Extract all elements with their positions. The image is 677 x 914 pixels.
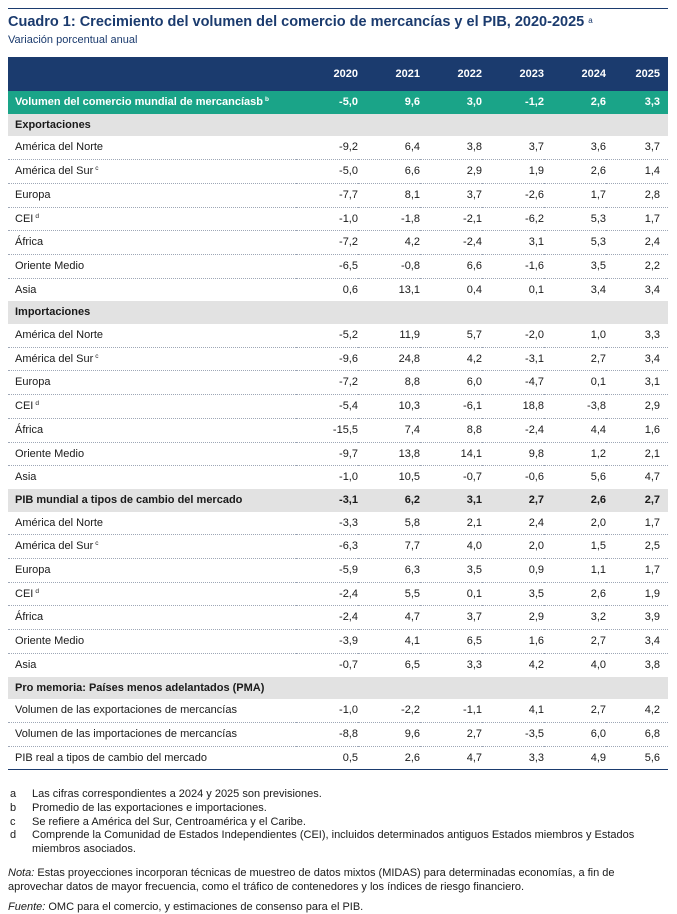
value-cell: 3,5 bbox=[544, 254, 606, 278]
value-cell: 14,1 bbox=[420, 442, 482, 466]
value-cell: 3,9 bbox=[606, 606, 668, 630]
value-cell: 18,8 bbox=[482, 395, 544, 419]
value-cell: 1,1 bbox=[544, 559, 606, 583]
value-cell: -3,5 bbox=[482, 722, 544, 746]
footnote-mark: c bbox=[95, 540, 99, 548]
value-cell: -0,7 bbox=[339, 658, 358, 671]
value-cell: 2,0 bbox=[544, 512, 606, 535]
section-value bbox=[420, 301, 482, 324]
value-cell: 4,2 bbox=[420, 347, 482, 371]
value-cell: 24,8 bbox=[358, 347, 420, 371]
section-value bbox=[296, 677, 358, 700]
value-cell: 3,7 bbox=[420, 183, 482, 207]
value-cell: 2,8 bbox=[606, 183, 668, 207]
footnote-text: Se refiere a América del Sur, Centroamérica y el Caribe. bbox=[32, 815, 306, 828]
value-cell: 8,8 bbox=[420, 418, 482, 442]
table-row bbox=[8, 559, 668, 583]
row-label bbox=[8, 722, 296, 746]
value-cell: 1,6 bbox=[482, 630, 544, 654]
value-cell: 0,1 bbox=[528, 283, 544, 296]
value-cell: -0,7 bbox=[463, 471, 482, 484]
value-cell: 6,4 bbox=[358, 136, 420, 159]
table-row bbox=[8, 395, 668, 419]
value-cell: -5,2 bbox=[296, 324, 358, 347]
row-label bbox=[8, 278, 296, 301]
value-cell: -2,1 bbox=[420, 207, 482, 231]
value-cell: 5,6 bbox=[590, 471, 606, 484]
table-row bbox=[8, 699, 668, 722]
row-label-text: Oriente Medio bbox=[15, 635, 85, 648]
section-value bbox=[606, 114, 668, 137]
value-cell: 4,7 bbox=[420, 746, 482, 770]
table-row bbox=[8, 630, 668, 654]
row-label bbox=[8, 535, 296, 559]
value-cell: 1,0 bbox=[544, 324, 606, 347]
value-cell: 2,9 bbox=[606, 395, 668, 419]
value-cell: 5,6 bbox=[606, 746, 668, 770]
row-label bbox=[8, 559, 296, 583]
title-text: Cuadro 1: Crecimiento del volumen del comercio de mercancías y el PIB, 2020-2025 bbox=[8, 14, 585, 30]
year-header: 2021 bbox=[358, 57, 420, 91]
section-value bbox=[544, 301, 606, 324]
value-cell: -6,5 bbox=[296, 254, 358, 278]
headline-value: -1,2 bbox=[482, 91, 544, 114]
value-cell: 7,7 bbox=[358, 535, 420, 559]
headline-value: 2,6 bbox=[544, 91, 606, 114]
table-row bbox=[8, 535, 668, 559]
value-cell: 2,4 bbox=[482, 512, 544, 535]
footnote-item bbox=[8, 829, 668, 856]
value-cell: 1,9 bbox=[482, 160, 544, 184]
value-cell: 3,3 bbox=[482, 746, 544, 770]
value-cell: 10,5 bbox=[398, 471, 420, 484]
value-cell: 4,2 bbox=[528, 658, 544, 671]
value-cell: -9,2 bbox=[296, 136, 358, 159]
value-cell: -0,8 bbox=[358, 254, 420, 278]
value-cell: 3,7 bbox=[606, 136, 668, 159]
value-cell: 6,5 bbox=[404, 658, 420, 671]
value-cell: 3,4 bbox=[644, 283, 660, 296]
value-cell: 2,6 bbox=[544, 582, 606, 606]
value-cell: -2,4 bbox=[296, 582, 358, 606]
table-row bbox=[8, 207, 668, 231]
footnote-item bbox=[8, 788, 668, 802]
value-cell: 0,9 bbox=[482, 559, 544, 583]
header-label-cell bbox=[8, 57, 296, 91]
row-label bbox=[8, 512, 296, 535]
section-value: 6,2 bbox=[358, 489, 420, 512]
year-header: 2024 bbox=[544, 57, 606, 91]
footnote-text: Comprende la Comunidad de Estados Independientes (CEI), incluidos determinados antiguos Estados miembros y Estados miembros asociados. bbox=[32, 829, 635, 855]
value-cell: 8,1 bbox=[358, 183, 420, 207]
table-row bbox=[8, 466, 668, 489]
value-cell: 1,4 bbox=[606, 160, 668, 184]
row-label-text: Asia bbox=[15, 471, 37, 484]
section-value bbox=[420, 114, 482, 137]
value-cell: -7,7 bbox=[296, 183, 358, 207]
section-title: Pro memoria: Países menos adelantados (PMA) bbox=[8, 677, 296, 700]
value-cell: 3,6 bbox=[544, 136, 606, 159]
value-cell: -0,6 bbox=[525, 471, 544, 484]
section-value bbox=[482, 677, 544, 700]
row-label-text: CEI bbox=[15, 400, 34, 413]
page-title bbox=[8, 13, 668, 31]
footnote-mark: c bbox=[95, 352, 99, 360]
row-label bbox=[8, 207, 296, 231]
value-cell: 3,4 bbox=[590, 283, 606, 296]
row-label-text: América del Norte bbox=[15, 329, 104, 342]
value-cell: 7,4 bbox=[358, 418, 420, 442]
note-text: Estas proyecciones incorporan técnicas de muestreo de datos mixtos (MIDAS) para determinadas economías, a fin de aprovechar datos de mayor frecuencia, como el tráfico de contenedores y los índices de riesgo financiero. bbox=[8, 867, 615, 894]
table-row bbox=[8, 512, 668, 535]
value-cell: -5,0 bbox=[296, 160, 358, 184]
value-cell: 1,5 bbox=[544, 535, 606, 559]
value-cell: -9,7 bbox=[296, 442, 358, 466]
section-value bbox=[358, 677, 420, 700]
year-header: 2025 bbox=[606, 57, 668, 91]
section-value bbox=[544, 677, 606, 700]
row-label bbox=[8, 606, 296, 630]
footnote-item bbox=[8, 802, 668, 816]
table-body bbox=[8, 91, 668, 770]
value-cell: 5,3 bbox=[544, 231, 606, 255]
row-label-text: Volumen de las exportaciones de mercancías bbox=[15, 704, 237, 717]
page-subtitle: Variación porcentual anual bbox=[8, 34, 138, 46]
footnote-mark: d bbox=[35, 400, 39, 408]
year-header: 2023 bbox=[482, 57, 544, 91]
row-label-text: África bbox=[15, 611, 44, 624]
value-cell: 1,9 bbox=[606, 582, 668, 606]
value-cell: -6,1 bbox=[420, 395, 482, 419]
table-row bbox=[8, 136, 668, 159]
value-cell: 4,0 bbox=[590, 658, 606, 671]
value-cell: 3,7 bbox=[482, 136, 544, 159]
value-cell: 4,7 bbox=[644, 471, 660, 484]
value-cell: 1,7 bbox=[606, 207, 668, 231]
section-header-row bbox=[8, 677, 668, 700]
row-label-text: Oriente Medio bbox=[15, 447, 85, 460]
footnote-letter: b bbox=[10, 801, 17, 814]
row-label bbox=[8, 395, 296, 419]
section-value: 2,6 bbox=[544, 489, 606, 512]
row-label bbox=[8, 582, 296, 606]
row-label-text: Volumen de las importaciones de mercancías bbox=[15, 727, 237, 740]
section-value bbox=[544, 114, 606, 137]
value-cell: -4,7 bbox=[482, 371, 544, 395]
value-cell: -5,4 bbox=[296, 395, 358, 419]
value-cell: 2,4 bbox=[606, 231, 668, 255]
value-cell: -15,5 bbox=[296, 418, 358, 442]
row-label bbox=[8, 254, 296, 278]
row-label-text: América del Norte bbox=[15, 141, 104, 154]
footnote-mark: d bbox=[35, 587, 39, 595]
section-value: 3,1 bbox=[420, 489, 482, 512]
footnote-letter: c bbox=[10, 815, 16, 828]
row-label bbox=[8, 183, 296, 207]
table-row bbox=[8, 324, 668, 347]
table-row bbox=[8, 183, 668, 207]
value-cell: -1,0 bbox=[296, 207, 358, 231]
source-text: OMC para el comercio, y estimaciones de consenso para el PIB. bbox=[45, 901, 364, 914]
footnote-mark: b bbox=[264, 96, 269, 103]
value-cell: 9,8 bbox=[482, 442, 544, 466]
value-cell: 0,5 bbox=[296, 746, 358, 770]
note-label: Nota: bbox=[8, 867, 35, 880]
value-cell: 2,6 bbox=[544, 160, 606, 184]
row-label bbox=[8, 347, 296, 371]
value-cell: 6,6 bbox=[358, 160, 420, 184]
table-row bbox=[8, 582, 668, 606]
section-value bbox=[482, 301, 544, 324]
section-title: Importaciones bbox=[8, 301, 296, 324]
value-cell: 6,0 bbox=[420, 371, 482, 395]
value-cell: 3,8 bbox=[644, 658, 660, 671]
table-row bbox=[8, 418, 668, 442]
value-cell: 4,0 bbox=[420, 535, 482, 559]
top-rule bbox=[8, 8, 668, 9]
value-cell: 0,1 bbox=[420, 582, 482, 606]
value-cell: -2,6 bbox=[482, 183, 544, 207]
table-row bbox=[8, 746, 668, 770]
section-value bbox=[296, 114, 358, 137]
value-cell: 1,7 bbox=[544, 183, 606, 207]
note-paragraph bbox=[8, 866, 668, 894]
value-cell: 3,3 bbox=[466, 658, 482, 671]
row-label-text: Europa bbox=[15, 188, 51, 201]
section-value bbox=[606, 301, 668, 324]
value-cell: 4,7 bbox=[358, 606, 420, 630]
row-label bbox=[8, 160, 296, 184]
table-row bbox=[8, 231, 668, 255]
row-label-text: CEI bbox=[15, 212, 34, 225]
row-label bbox=[8, 442, 296, 466]
section-value: 2,7 bbox=[482, 489, 544, 512]
table-row bbox=[8, 347, 668, 371]
value-cell: -7,2 bbox=[296, 371, 358, 395]
row-label-text: América del Sur bbox=[15, 165, 94, 178]
row-label bbox=[8, 371, 296, 395]
value-cell: 2,7 bbox=[544, 347, 606, 371]
value-cell: 10,3 bbox=[358, 395, 420, 419]
table-document bbox=[8, 0, 668, 914]
section-header-row bbox=[8, 301, 668, 324]
year-header: 2020 bbox=[296, 57, 358, 91]
source-label: Fuente: bbox=[8, 901, 46, 914]
row-label-text: América del Sur bbox=[15, 540, 94, 553]
row-label-text: África bbox=[15, 236, 44, 249]
value-cell: 3,3 bbox=[606, 324, 668, 347]
value-cell: 1,7 bbox=[606, 559, 668, 583]
value-cell: 2,1 bbox=[420, 512, 482, 535]
value-cell: -1,0 bbox=[296, 699, 358, 722]
row-label bbox=[8, 466, 296, 489]
value-cell: 1,6 bbox=[606, 418, 668, 442]
value-cell: -3,9 bbox=[296, 630, 358, 654]
value-cell: 3,5 bbox=[482, 582, 544, 606]
row-label bbox=[8, 746, 296, 770]
section-title: Exportaciones bbox=[8, 114, 296, 137]
row-label bbox=[8, 324, 296, 347]
value-cell: 2,7 bbox=[544, 699, 606, 722]
section-value: 2,7 bbox=[606, 489, 668, 512]
value-cell: 2,1 bbox=[606, 442, 668, 466]
value-cell: -3,1 bbox=[482, 347, 544, 371]
footnote-mark: d bbox=[35, 212, 39, 220]
value-cell: 4,2 bbox=[606, 699, 668, 722]
value-cell: 6,6 bbox=[420, 254, 482, 278]
footnote-text: Las cifras correspondientes a 2024 y 2025 son previsiones. bbox=[32, 788, 322, 801]
row-label-text: Asia bbox=[15, 658, 37, 671]
headline-value: 3,3 bbox=[606, 91, 668, 114]
row-label bbox=[8, 136, 296, 159]
row-label bbox=[8, 418, 296, 442]
row-label bbox=[8, 699, 296, 722]
year-header-row bbox=[8, 57, 668, 91]
value-cell: 0,6 bbox=[342, 283, 358, 296]
value-cell: 2,9 bbox=[420, 160, 482, 184]
value-cell: 2,2 bbox=[606, 254, 668, 278]
value-cell: -6,2 bbox=[482, 207, 544, 231]
value-cell: 3,8 bbox=[420, 136, 482, 159]
value-cell: -6,3 bbox=[296, 535, 358, 559]
value-cell: -5,9 bbox=[296, 559, 358, 583]
value-cell: 6,3 bbox=[358, 559, 420, 583]
section-value: -3,1 bbox=[296, 489, 358, 512]
value-cell: 11,9 bbox=[358, 324, 420, 347]
value-cell: 0,4 bbox=[466, 283, 482, 296]
section-value bbox=[420, 677, 482, 700]
row-label-text: CEI bbox=[15, 587, 34, 600]
value-cell: 5,8 bbox=[358, 512, 420, 535]
section-title: PIB mundial a tipos de cambio del mercado bbox=[8, 489, 296, 512]
value-cell: 6,0 bbox=[544, 722, 606, 746]
value-cell: 6,8 bbox=[606, 722, 668, 746]
value-cell: 2,5 bbox=[606, 535, 668, 559]
row-label-text: PIB real a tipos de cambio del mercado bbox=[15, 751, 207, 764]
table-row bbox=[8, 653, 668, 676]
value-cell: 2,6 bbox=[358, 746, 420, 770]
value-cell: 4,4 bbox=[544, 418, 606, 442]
row-label-text: Europa bbox=[15, 376, 51, 389]
row-label-text: Oriente Medio bbox=[15, 259, 85, 272]
value-cell: -3,8 bbox=[544, 395, 606, 419]
table-row bbox=[8, 606, 668, 630]
headline-label bbox=[8, 91, 296, 114]
year-header: 2022 bbox=[420, 57, 482, 91]
row-label-text: África bbox=[15, 423, 44, 436]
table-row bbox=[8, 160, 668, 184]
value-cell: 1,7 bbox=[606, 512, 668, 535]
footnote-text: Promedio de las exportaciones e importaciones. bbox=[32, 801, 267, 814]
value-cell: 5,5 bbox=[358, 582, 420, 606]
value-cell: -7,2 bbox=[296, 231, 358, 255]
value-cell: -1,8 bbox=[358, 207, 420, 231]
value-cell: 3,4 bbox=[606, 347, 668, 371]
row-label bbox=[8, 653, 296, 676]
row-label-text: América del Sur bbox=[15, 352, 94, 365]
footnote-mark: c bbox=[95, 165, 99, 173]
value-cell: 5,3 bbox=[544, 207, 606, 231]
value-cell: -2,4 bbox=[296, 606, 358, 630]
value-cell: 4,9 bbox=[544, 746, 606, 770]
value-cell: 3,5 bbox=[420, 559, 482, 583]
section-value bbox=[296, 301, 358, 324]
value-cell: -9,6 bbox=[296, 347, 358, 371]
headline-value: -5,0 bbox=[296, 91, 358, 114]
table-row bbox=[8, 442, 668, 466]
value-cell: 2,7 bbox=[544, 630, 606, 654]
value-cell: -8,8 bbox=[296, 722, 358, 746]
value-cell: -2,4 bbox=[420, 231, 482, 255]
section-value bbox=[358, 114, 420, 137]
value-cell: 1,2 bbox=[544, 442, 606, 466]
headline-value: 9,6 bbox=[358, 91, 420, 114]
value-cell: 4,1 bbox=[482, 699, 544, 722]
section-value bbox=[482, 114, 544, 137]
row-label-text: América del Norte bbox=[15, 516, 104, 529]
value-cell: 5,7 bbox=[420, 324, 482, 347]
section-header-row bbox=[8, 489, 668, 512]
value-cell: -3,3 bbox=[296, 512, 358, 535]
footnote-letter: d bbox=[10, 829, 17, 842]
headline-row bbox=[8, 91, 668, 114]
value-cell: 3,2 bbox=[544, 606, 606, 630]
value-cell: -2,4 bbox=[482, 418, 544, 442]
footnotes bbox=[8, 788, 668, 856]
value-cell: 8,8 bbox=[358, 371, 420, 395]
value-cell: -1,6 bbox=[482, 254, 544, 278]
section-header-row bbox=[8, 114, 668, 137]
value-cell: 2,0 bbox=[482, 535, 544, 559]
value-cell: 6,5 bbox=[420, 630, 482, 654]
title-footnote-mark: a bbox=[588, 16, 593, 25]
table-row bbox=[8, 254, 668, 278]
value-cell: -2,2 bbox=[358, 699, 420, 722]
table-row bbox=[8, 371, 668, 395]
headline-label-text: Volumen del comercio mundial de mercancíasb bbox=[15, 96, 263, 108]
headline-value: 3,0 bbox=[420, 91, 482, 114]
value-cell: 9,6 bbox=[358, 722, 420, 746]
value-cell: 3,4 bbox=[606, 630, 668, 654]
footnote-letter: a bbox=[10, 788, 17, 801]
value-cell: 2,7 bbox=[420, 722, 482, 746]
value-cell: -1,0 bbox=[339, 471, 358, 484]
value-cell: 3,1 bbox=[606, 371, 668, 395]
footnote-item bbox=[8, 816, 668, 830]
row-label bbox=[8, 630, 296, 654]
value-cell: -1,1 bbox=[420, 699, 482, 722]
row-label-text: Asia bbox=[15, 283, 37, 296]
value-cell: 13,1 bbox=[398, 283, 420, 296]
value-cell: 3,1 bbox=[482, 231, 544, 255]
table-row bbox=[8, 278, 668, 301]
row-label bbox=[8, 231, 296, 255]
value-cell: 3,7 bbox=[420, 606, 482, 630]
value-cell: 4,2 bbox=[358, 231, 420, 255]
table-row bbox=[8, 722, 668, 746]
value-cell: -2,0 bbox=[482, 324, 544, 347]
value-cell: 13,8 bbox=[358, 442, 420, 466]
section-value bbox=[358, 301, 420, 324]
value-cell: 0,1 bbox=[544, 371, 606, 395]
row-label-text: Europa bbox=[15, 564, 51, 577]
value-cell: 4,1 bbox=[358, 630, 420, 654]
value-cell: 2,9 bbox=[482, 606, 544, 630]
data-table bbox=[8, 57, 668, 770]
section-value bbox=[606, 677, 668, 700]
